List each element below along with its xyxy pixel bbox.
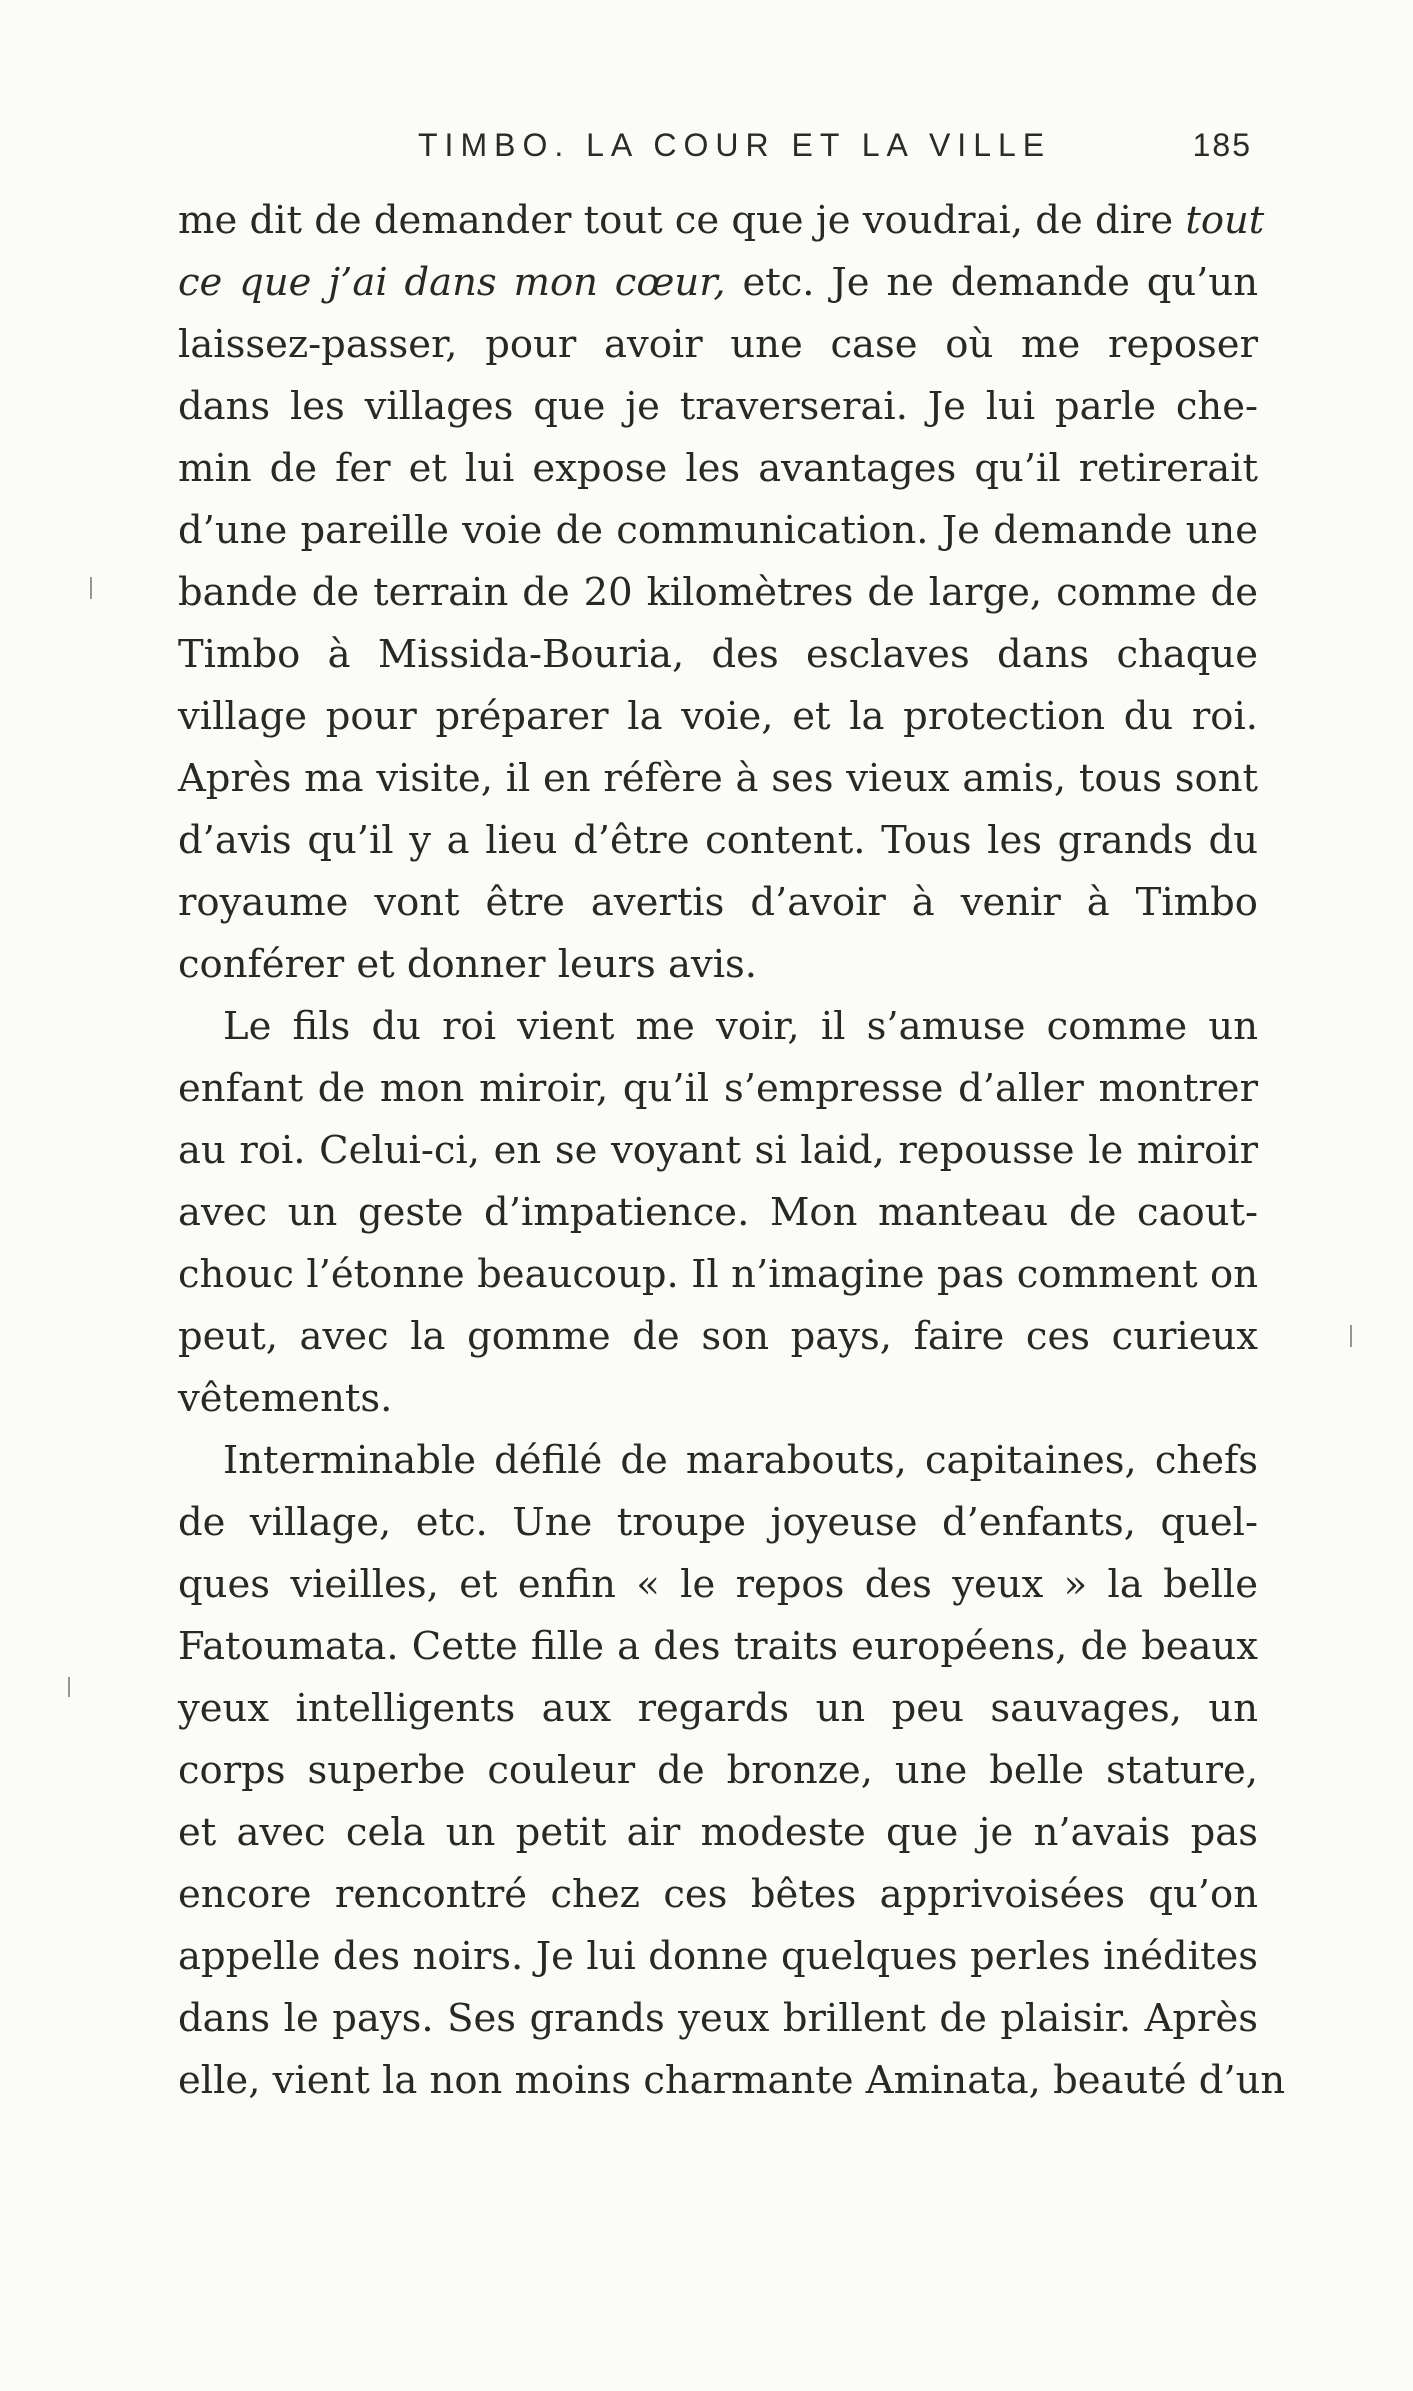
italic-text: ce que j’ai dans mon cœur, [178, 260, 726, 305]
text-segment: Fatoumata. Cette fille a des traits européens, de beaux [178, 1624, 1258, 1669]
text-segment: Après ma visite, il en réfère à ses vieux amis, tous sont [178, 756, 1258, 801]
margin-mark [90, 577, 92, 599]
text-segment: d’une pareille voie de communication. Je demande une [178, 508, 1258, 553]
text-line [178, 1616, 1258, 1678]
text-line [178, 1740, 1258, 1802]
text-segment: chouc l’étonne beaucoup. Il n’imagine pas comment on [178, 1252, 1258, 1297]
text-line [178, 562, 1258, 624]
text-line [178, 1120, 1258, 1182]
text-segment: laissez-passer, pour avoir une case où me reposer [178, 322, 1258, 367]
text-segment: dans le pays. Ses grands yeux brillent de plaisir. Après [178, 1996, 1258, 2041]
running-head [178, 127, 1258, 177]
text-line [178, 500, 1258, 562]
paragraph [178, 996, 1258, 1430]
text-line [178, 1554, 1258, 1616]
text-line [178, 748, 1258, 810]
text-segment: bande de terrain de 20 kilomètres de large, comme de [178, 570, 1258, 615]
text-segment: yeux intelligents aux regards un peu sauvages, un [178, 1686, 1258, 1731]
text-line [178, 872, 1258, 934]
text-segment: encore rencontré chez ces bêtes apprivoisées qu’on [178, 1872, 1258, 1917]
text-segment: me dit de demander tout ce que je voudrai, de dire [178, 198, 1186, 243]
page-number: 185 [1192, 127, 1252, 163]
text-segment: d’avis qu’il y a lieu d’être content. Tous les grands du [178, 818, 1258, 863]
margin-mark [68, 1677, 70, 1697]
text-line [178, 996, 1258, 1058]
text-segment: peut, avec la gomme de son pays, faire ces curieux [178, 1314, 1258, 1359]
text-segment: Interminable défilé de marabouts, capitaines, chefs [223, 1438, 1258, 1483]
text-line [178, 376, 1258, 438]
text-line [178, 1492, 1258, 1554]
text-line [178, 1368, 1258, 1430]
text-line [178, 1678, 1258, 1740]
text-segment: royaume vont être avertis d’avoir à venir à Timbo [178, 880, 1258, 925]
text-line [178, 1988, 1258, 2050]
text-line [178, 810, 1258, 872]
text-line [178, 190, 1265, 252]
text-line [178, 1306, 1258, 1368]
italic-text: tout [1185, 198, 1265, 243]
text-line [178, 252, 1258, 314]
text-line [178, 1244, 1258, 1306]
text-line [178, 438, 1258, 500]
paragraph [178, 190, 1265, 996]
text-line [178, 686, 1258, 748]
text-line [178, 1430, 1258, 1492]
text-line [178, 1058, 1258, 1120]
running-title: TIMBO. LA COUR ET LA VILLE [418, 127, 1052, 163]
text-segment: village pour préparer la voie, et la protection du roi. [178, 694, 1258, 739]
body-text [178, 190, 1286, 2112]
text-line [178, 624, 1258, 686]
text-segment: et avec cela un petit air modeste que je n’avais pas [178, 1810, 1258, 1855]
text-line [178, 934, 1258, 996]
paragraph [178, 1430, 1286, 2112]
text-segment: de village, etc. Une troupe joyeuse d’enfants, quel- [178, 1500, 1258, 1545]
text-line [178, 2050, 1286, 2112]
text-segment: appelle des noirs. Je lui donne quelques perles inédites [178, 1934, 1258, 1979]
text-segment: Timbo à Missida-Bouria, des esclaves dans chaque [178, 632, 1258, 677]
text-segment: dans les villages que je traverserai. Je lui parle che- [178, 384, 1258, 429]
text-segment: Le fils du roi vient me voir, il s’amuse comme un [223, 1004, 1258, 1049]
text-segment: enfant de mon miroir, qu’il s’empresse d’aller montrer [178, 1066, 1258, 1111]
text-line [178, 1926, 1258, 1988]
text-segment: elle, vient la non moins charmante Aminata, beauté d’un [178, 2058, 1286, 2103]
text-segment: conférer et donner leurs avis. [178, 942, 758, 987]
text-segment: vêtements. [178, 1376, 393, 1421]
text-segment: min de fer et lui expose les avantages qu’il retirerait [178, 446, 1258, 491]
text-segment: avec un geste d’impatience. Mon manteau de caout- [178, 1190, 1258, 1235]
text-segment: au roi. Celui-ci, en se voyant si laid, repousse le miroir [178, 1128, 1258, 1173]
text-line [178, 314, 1258, 376]
text-segment: etc. Je ne demande qu’un [725, 260, 1258, 305]
margin-mark [1350, 1325, 1352, 1347]
text-segment: ques vieilles, et enfin « le repos des yeux » la belle [178, 1562, 1258, 1607]
text-segment: corps superbe couleur de bronze, une belle stature, [178, 1748, 1258, 1793]
text-line [178, 1802, 1258, 1864]
text-line [178, 1864, 1258, 1926]
text-line [178, 1182, 1258, 1244]
